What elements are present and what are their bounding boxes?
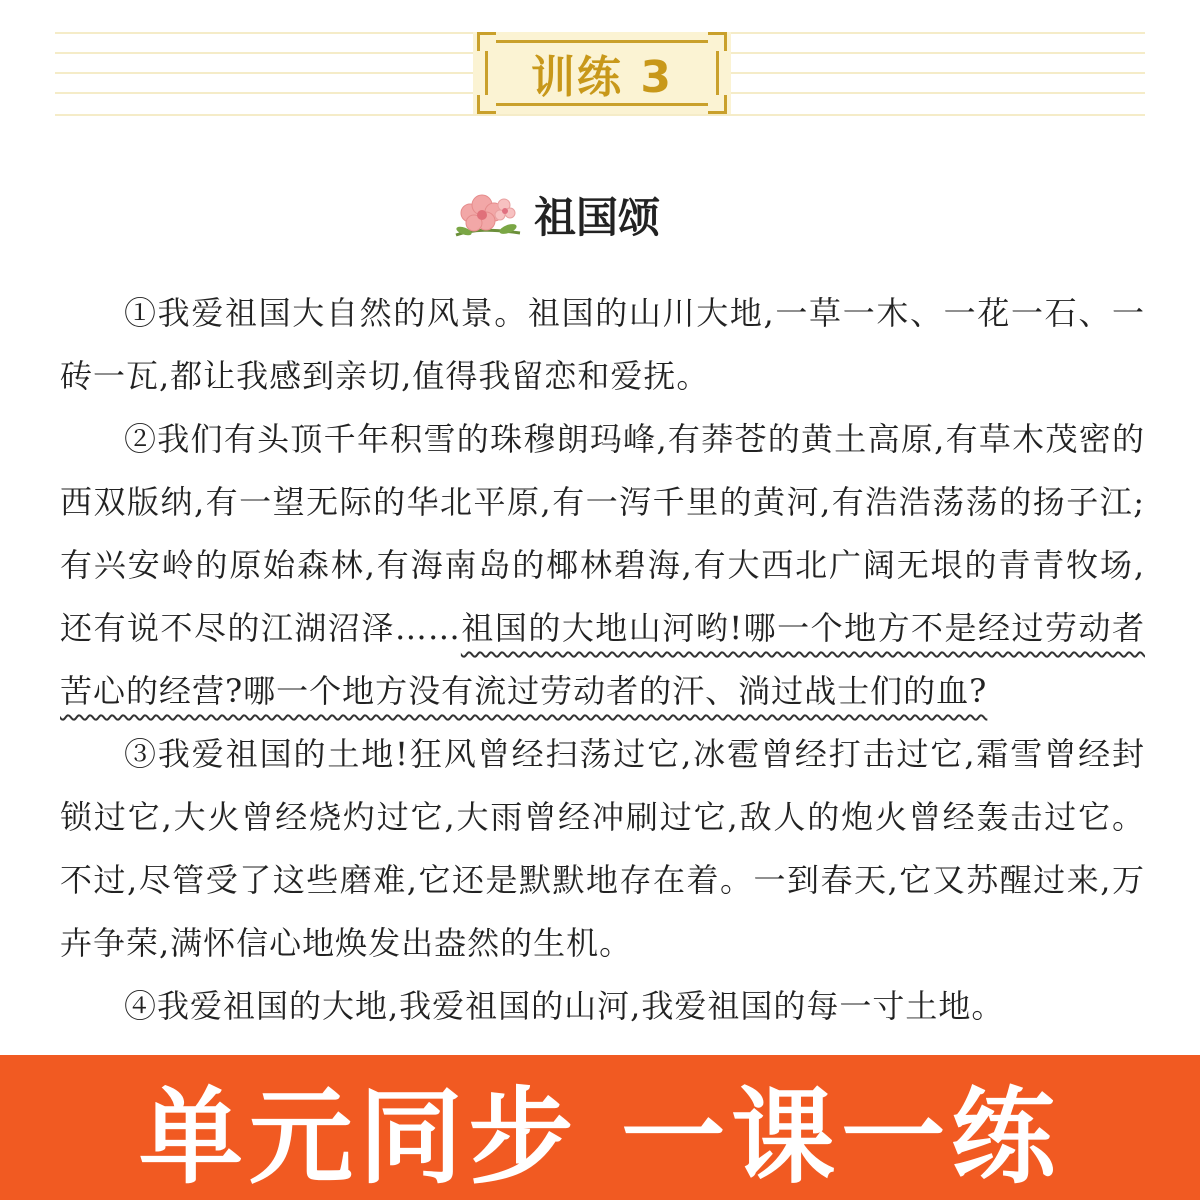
- paragraph-1: [60, 282, 1145, 408]
- promo-banner: [0, 1055, 1200, 1200]
- flower-icon: [448, 185, 526, 245]
- paragraph-3-text: ③我爱祖国的土地!狂风曾经扫荡过它,冰雹曾经打击过它,霜雪曾经封锁过它,大火曾经烧灼过它,大雨曾经冲刷过它,敌人的炮火曾经轰击过它。不过,尽管受了这些磨难,它还是默默地存在着。一到春天,它又苏醒过来,万卉争荣,满怀信心地焕发出盎然的生机。: [60, 735, 1145, 962]
- badge-title: 训练 3: [531, 52, 673, 103]
- paragraph-4-text: ④我爱祖国的大地,我爱祖国的山河,我爱祖国的每一寸土地。: [124, 987, 1005, 1025]
- lesson-badge: [473, 32, 731, 114]
- banner-text: 单元同步 一课一练: [138, 1075, 1062, 1198]
- underlined-sentence: 祖国的大地山河哟!哪一个地方不是经过劳动者苦心的经营?哪一个地方没有流过劳动者的汗、淌过战士们的血?: [60, 609, 1145, 710]
- header-rule: [55, 114, 1145, 116]
- paragraph-3: [60, 723, 1145, 975]
- article-title: 祖国颂: [534, 193, 661, 242]
- article-title-row: [448, 185, 660, 245]
- paragraph-1-text: ①我爱祖国大自然的风景。祖国的山川大地,一草一木、一花一石、一砖一瓦,都让我感到亲切,值得我留恋和爱抚。: [60, 294, 1145, 395]
- article-body: [60, 282, 1145, 1038]
- paragraph-4: [60, 975, 1145, 1038]
- paragraph-2: [60, 408, 1145, 723]
- paragraph-2-text: ②我们有头顶千年积雪的珠穆朗玛峰,有莽苍的黄土高原,有草木茂密的西双版纳,有一望无际的华北平原,有一泻千里的黄河,有浩浩荡荡的扬子江;有兴安岭的原始森林,有海南岛的椰林碧海,有大西北广阔无垠的青青牧场,还有说不尽的江湖沼泽……: [60, 420, 1145, 647]
